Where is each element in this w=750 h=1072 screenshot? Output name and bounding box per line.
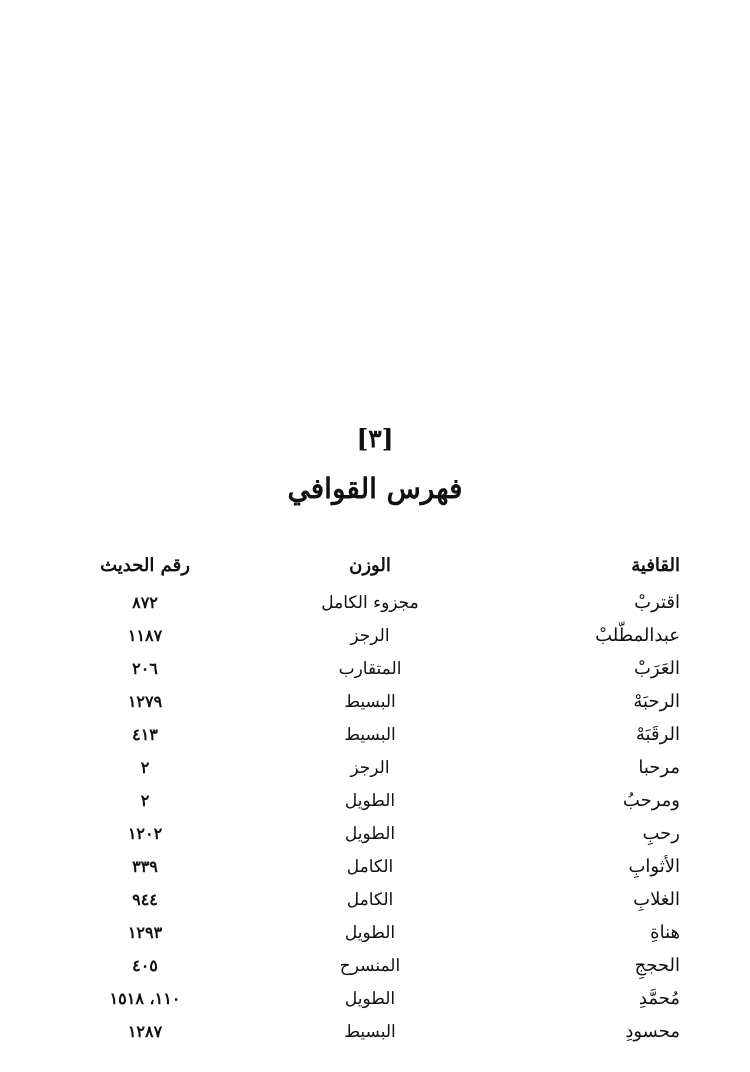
hadith-number-cell: ١١٠، ١٥١٨ bbox=[109, 989, 181, 1008]
header-rhyme: القافية bbox=[631, 554, 680, 576]
meter-cell: البسيط bbox=[344, 691, 396, 712]
rhyme-cell: محسودِ bbox=[625, 1021, 680, 1042]
rhyme-cell: الرقَبَهْ bbox=[635, 724, 680, 745]
table-row bbox=[60, 883, 680, 916]
table-row bbox=[60, 916, 680, 949]
hadith-number-cell: ١٢٩٣ bbox=[127, 923, 163, 942]
meter-cell: البسيط bbox=[344, 724, 396, 745]
rhyme-cell: اقتربْ bbox=[634, 592, 680, 613]
section-number: [٣] bbox=[356, 424, 394, 453]
meter-cell: الكامل bbox=[346, 856, 394, 877]
hadith-number-cell: ١٢٠٢ bbox=[127, 824, 163, 843]
hadith-number-cell: ١١٨٧ bbox=[127, 626, 163, 645]
rhyme-cell: الغلابِ bbox=[633, 889, 680, 910]
rhyme-cell: الأثوابِ bbox=[628, 856, 680, 877]
hadith-number-cell: ٣٣٩ bbox=[132, 857, 158, 876]
header-meter: الوزن bbox=[349, 554, 391, 576]
table-row bbox=[60, 619, 680, 652]
meter-cell: الكامل bbox=[346, 889, 394, 910]
hadith-number-cell: ٤٠٥ bbox=[132, 956, 158, 975]
hadith-number-cell: ٨٧٢ bbox=[132, 593, 158, 612]
rhyme-cell: العَرَبْ bbox=[633, 658, 680, 679]
meter-cell: مجزوء الكامل bbox=[321, 592, 419, 613]
rhyme-cell: مُحمَّدِ bbox=[638, 988, 680, 1009]
page-title: فهرس القوافي bbox=[287, 472, 463, 505]
table-row bbox=[60, 586, 680, 619]
table-row bbox=[60, 850, 680, 883]
meter-cell: البسيط bbox=[344, 1021, 396, 1042]
hadith-number-cell: ٤١٣ bbox=[132, 725, 158, 744]
table-row bbox=[60, 982, 680, 1015]
meter-cell: الطويل bbox=[344, 988, 396, 1009]
header-hadith-number: رقم الحديث bbox=[100, 554, 190, 576]
rhyme-cell: عبدالمطّلبْ bbox=[595, 625, 680, 646]
table-row bbox=[60, 751, 680, 784]
table-row bbox=[60, 817, 680, 850]
hadith-number-cell: ٢٠٦ bbox=[132, 659, 158, 678]
table-row bbox=[60, 949, 680, 982]
rhyme-cell: هناةِ bbox=[650, 922, 680, 943]
hadith-number-cell: ٢ bbox=[140, 791, 150, 810]
rhyme-cell: ومرحبُ bbox=[622, 790, 680, 811]
table-row bbox=[60, 718, 680, 751]
meter-cell: المتقارب bbox=[338, 658, 402, 679]
rhyme-cell: رحبِ bbox=[642, 823, 680, 844]
hadith-number-cell: ١٢٧٩ bbox=[127, 692, 163, 711]
table-row bbox=[60, 784, 680, 817]
meter-cell: الرجز bbox=[350, 625, 390, 646]
rhymes-index-table bbox=[60, 548, 680, 1048]
hadith-number-cell: ٩٤٤ bbox=[132, 890, 158, 909]
rhyme-cell: الحججِ bbox=[634, 955, 680, 976]
rhyme-cell: الرحبَهْ bbox=[633, 691, 680, 712]
meter-cell: الرجز bbox=[350, 757, 390, 778]
table-row bbox=[60, 1015, 680, 1048]
hadith-number-cell: ٢ bbox=[140, 758, 150, 777]
rhyme-cell: مرحبا bbox=[638, 757, 680, 778]
meter-cell: الطويل bbox=[344, 823, 396, 844]
meter-cell: الطويل bbox=[344, 790, 396, 811]
table-row bbox=[60, 685, 680, 718]
table-header-row bbox=[60, 548, 680, 582]
meter-cell: المنسرح bbox=[339, 955, 401, 976]
meter-cell: الطويل bbox=[344, 922, 396, 943]
hadith-number-cell: ١٢٨٧ bbox=[127, 1022, 163, 1041]
table-row bbox=[60, 652, 680, 685]
